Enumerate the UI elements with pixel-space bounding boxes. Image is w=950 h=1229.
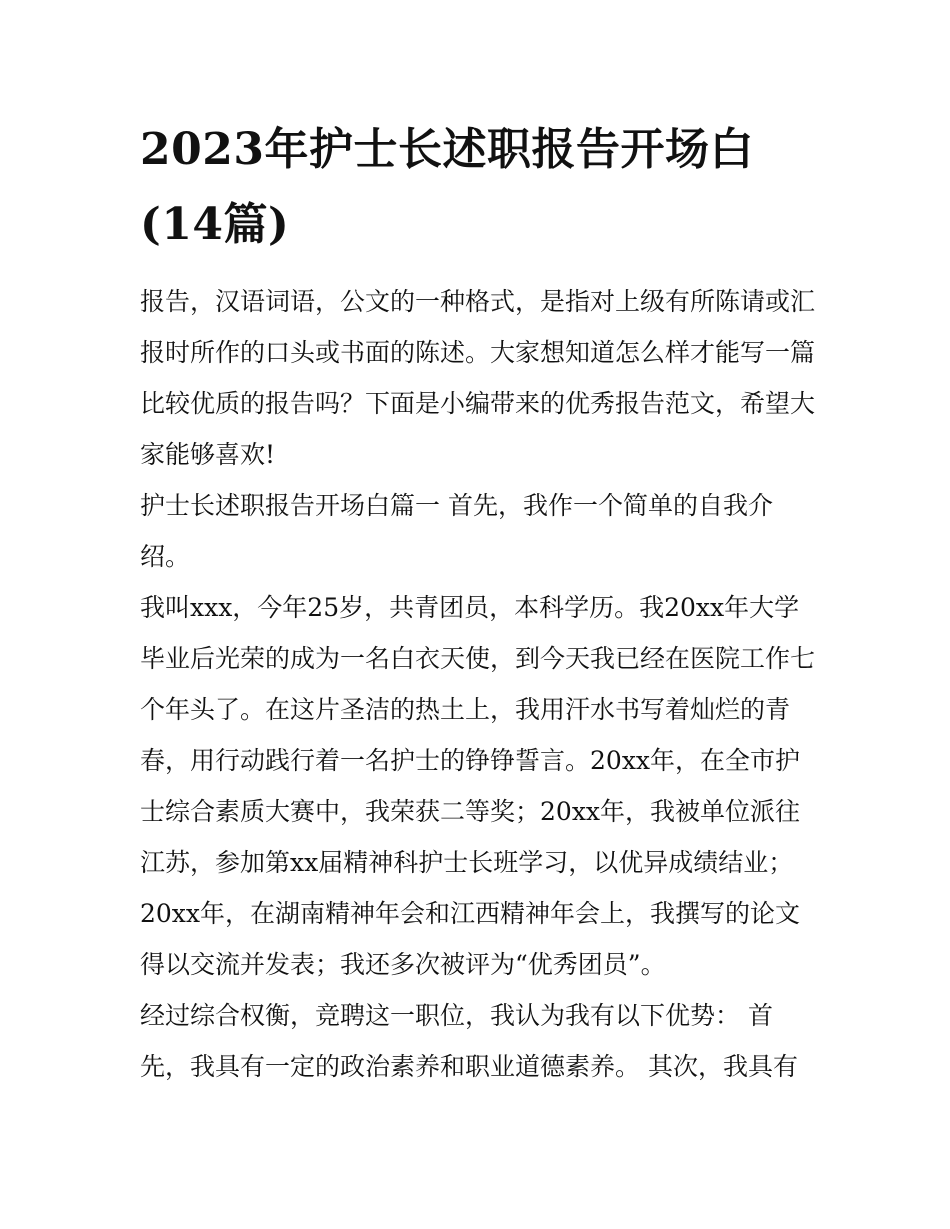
text-line: 春，用行动践行着一名护士的铮铮誓言。20xx年，在全市护 — [140, 746, 801, 775]
text-line: 我叫xxx，今年25岁，共青团员，本科学历。我20xx年大学 — [140, 593, 800, 622]
text-line: 比较优质的报告吗？下面是小编带来的优秀报告范文，希望大 — [140, 389, 816, 418]
title-line-2: (14篇) — [140, 199, 290, 250]
text-line: 经过综合权衡，竞聘这一职位，我认为我有以下优势： 首 — [140, 1001, 773, 1030]
text-line: 得以交流并发表；我还多次被评为“优秀团员”。 — [140, 950, 666, 979]
text-line: 20xx年，在湖南精神年会和江西精神年会上，我撰写的论文 — [140, 899, 801, 928]
text-line: 先，我具有一定的政治素养和职业道德素养。 其次，我具有 — [140, 1052, 798, 1081]
text-line: 江苏，参加第xx届精神科护士长班学习，以优异成绩结业； — [140, 848, 794, 877]
title-line-1: 2023年护士长述职报告开场白 — [140, 124, 754, 175]
paragraph-intro — [140, 276, 815, 480]
document-body — [140, 276, 815, 1092]
text-line: 绍。 — [140, 542, 191, 571]
text-line: 个年头了。在这片圣洁的热土上，我用汗水书写着灿烂的青 — [140, 695, 791, 724]
paragraph-section-heading — [140, 480, 815, 582]
paragraph-advantages — [140, 990, 815, 1092]
text-line: 护士长述职报告开场白篇一 首先，我作一个简单的自我介 — [140, 491, 773, 520]
text-line: 报告，汉语词语，公文的一种格式，是指对上级有所陈请或汇 — [140, 287, 816, 316]
text-line: 家能够喜欢! — [140, 440, 276, 469]
text-line: 毕业后光荣的成为一名白衣天使，到今天我已经在医院工作七 — [140, 644, 816, 673]
text-line: 士综合素质大赛中，我荣获二等奖；20xx年，我被单位派往 — [140, 797, 801, 826]
paragraph-self-introduction — [140, 582, 815, 990]
document-title — [140, 112, 830, 262]
text-line: 报时所作的口头或书面的陈述。大家想知道怎么样才能写一篇 — [140, 338, 816, 367]
